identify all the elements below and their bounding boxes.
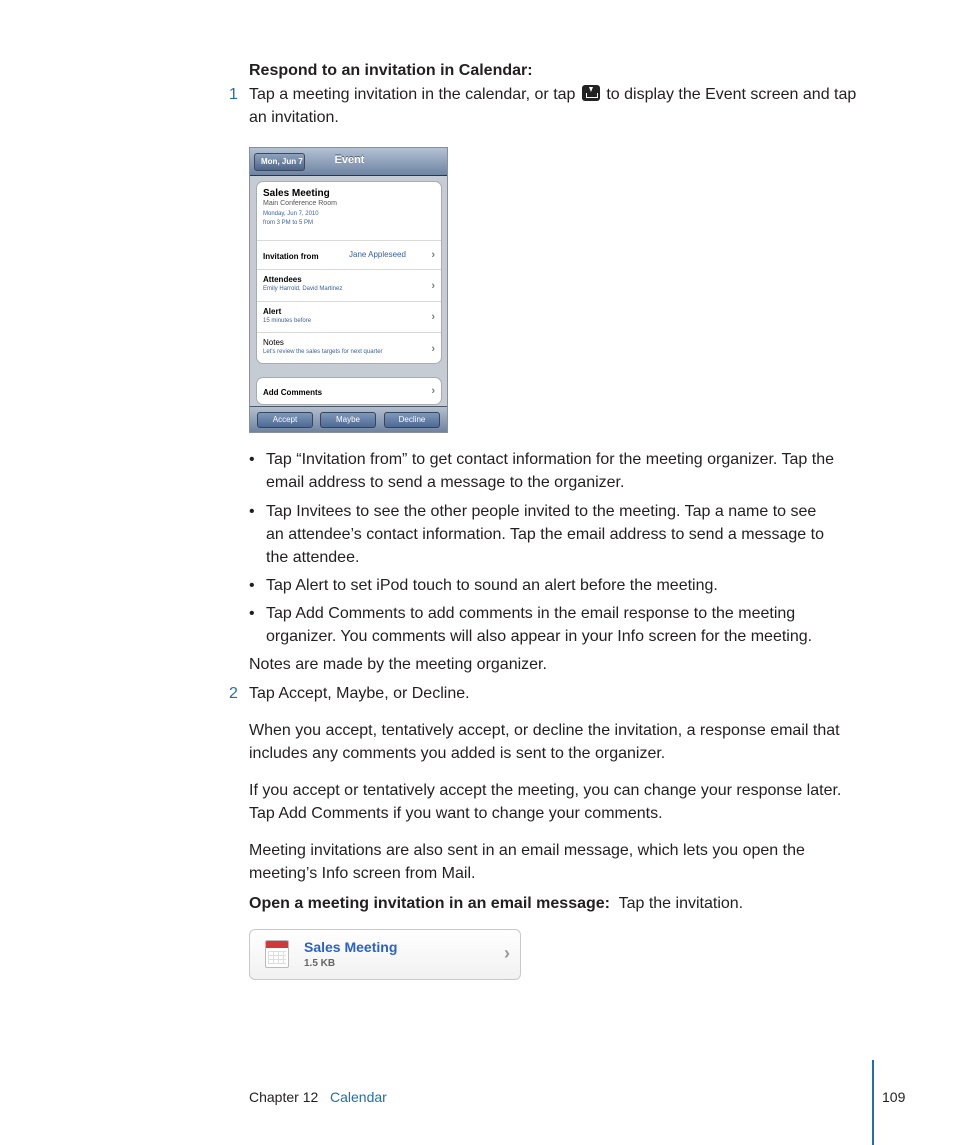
alert-value: 15 minutes before — [263, 318, 312, 324]
paragraph-1-line-2: includes any comments you added is sent to the organizer. — [249, 745, 666, 762]
nav-bar — [250, 148, 447, 176]
notes-row[interactable] — [257, 333, 441, 364]
step-number-1: 1 — [229, 86, 238, 103]
back-button[interactable]: Mon, Jun 7 — [254, 153, 305, 171]
bullet-1-line-2: email address to send a message to the organizer. — [266, 474, 625, 491]
bullet-2-line-2: an attendee’s contact information. Tap the email address to send a message to — [266, 526, 824, 543]
event-location: Main Conference Room — [263, 200, 337, 207]
section-heading: Respond to an invitation in Calendar: — [249, 62, 533, 79]
footer-divider — [872, 1060, 874, 1145]
chevron-right-icon: › — [431, 279, 435, 292]
bullet-1-line-1: Tap “Invitation from” to get contact information for the meeting organizer. Tap the — [266, 451, 835, 468]
chevron-right-icon: › — [431, 311, 435, 323]
nav-title: Event — [334, 154, 365, 166]
add-comments-label: Add Comments — [263, 388, 323, 397]
decline-button[interactable]: Decline — [384, 412, 440, 428]
download-icon — [582, 85, 600, 101]
notes-paragraph: Notes are made by the meeting organizer. — [249, 656, 547, 673]
notes-value: Let's review the sales targets for next quarter — [263, 349, 383, 355]
step-number-2: 2 — [229, 685, 238, 702]
bullet-2-line-1: Tap Invitees to see the other people invited to the meeting. Tap a name to see — [266, 503, 817, 520]
event-summary — [257, 182, 441, 241]
bullet-marker: • — [249, 451, 255, 468]
paragraph-2-line-2: Tap Add Comments if you want to change your comments. — [249, 805, 663, 822]
paragraph-2-line-1: If you accept or tentatively accept the meeting, you can change your response later. — [249, 782, 842, 799]
paragraph-1-line-1: When you accept, tentatively accept, or decline the invitation, a response email that — [249, 722, 840, 739]
maybe-button[interactable]: Maybe — [320, 412, 376, 428]
paragraph-3-line-1: Meeting invitations are also sent in an email message, which lets you open the — [249, 842, 805, 859]
response-toolbar — [250, 406, 447, 432]
attachment-title: Sales Meeting — [304, 939, 398, 955]
chevron-right-icon: › — [431, 249, 435, 261]
event-title: Sales Meeting — [263, 188, 330, 199]
footer-chapter: Chapter 12 — [249, 1089, 319, 1105]
footer-chapter-link[interactable]: Calendar — [330, 1089, 387, 1105]
attendees-label: Attendees — [263, 275, 302, 284]
invitation-from-value: Jane Appleseed — [349, 250, 406, 259]
meeting-attachment[interactable] — [249, 929, 521, 980]
event-details-group — [256, 181, 442, 364]
add-comments-row[interactable] — [257, 378, 441, 404]
bullet-marker: • — [249, 503, 255, 520]
email-invitation-instruction — [249, 892, 743, 915]
email-invitation-text: Tap the invitation. — [618, 895, 744, 912]
email-invitation-heading: Open a meeting invitation in an email message: — [249, 895, 610, 912]
step-2-text: Tap Accept, Maybe, or Decline. — [249, 685, 470, 702]
page-number: 109 — [882, 1089, 906, 1105]
calendar-icon — [265, 940, 289, 968]
alert-label: Alert — [263, 307, 282, 316]
bullet-4-line-1: Tap Add Comments to add comments in the email response to the meeting — [266, 605, 796, 622]
notes-label: Notes — [263, 338, 284, 347]
bullet-2-line-3: the attendee. — [266, 549, 360, 566]
alert-row[interactable] — [257, 302, 441, 333]
bullet-4-line-2: organizer. You comments will also appear in your Info screen for the meeting. — [266, 628, 813, 645]
bullet-marker: • — [249, 605, 255, 622]
event-screen-screenshot — [249, 147, 448, 433]
accept-button[interactable]: Accept — [257, 412, 313, 428]
bullet-marker: • — [249, 577, 255, 594]
chevron-right-icon: › — [431, 385, 435, 397]
paragraph-3-line-2: meeting’s Info screen from Mail. — [249, 865, 476, 882]
invitation-from-label: Invitation from — [263, 252, 319, 261]
step-1-text-cont: an invitation. — [249, 109, 339, 126]
chevron-right-icon: › — [504, 943, 510, 963]
attachment-size: 1.5 KB — [304, 958, 336, 969]
step-1-text: Tap a meeting invitation in the calendar, or tap to display the Event screen and tap — [249, 86, 857, 103]
event-date: Monday, Jun 7, 2010 — [263, 211, 319, 217]
event-time: from 3 PM to 5 PM — [263, 220, 314, 226]
bullet-3-line-1: Tap Alert to set iPod touch to sound an alert before the meeting. — [266, 577, 718, 594]
add-comments-group — [256, 377, 442, 405]
attendees-value: Emily Harrold, David Martinez — [263, 286, 343, 292]
attendees-row[interactable] — [257, 270, 441, 302]
chevron-right-icon: › — [431, 343, 435, 355]
invitation-from-row[interactable] — [257, 241, 441, 270]
